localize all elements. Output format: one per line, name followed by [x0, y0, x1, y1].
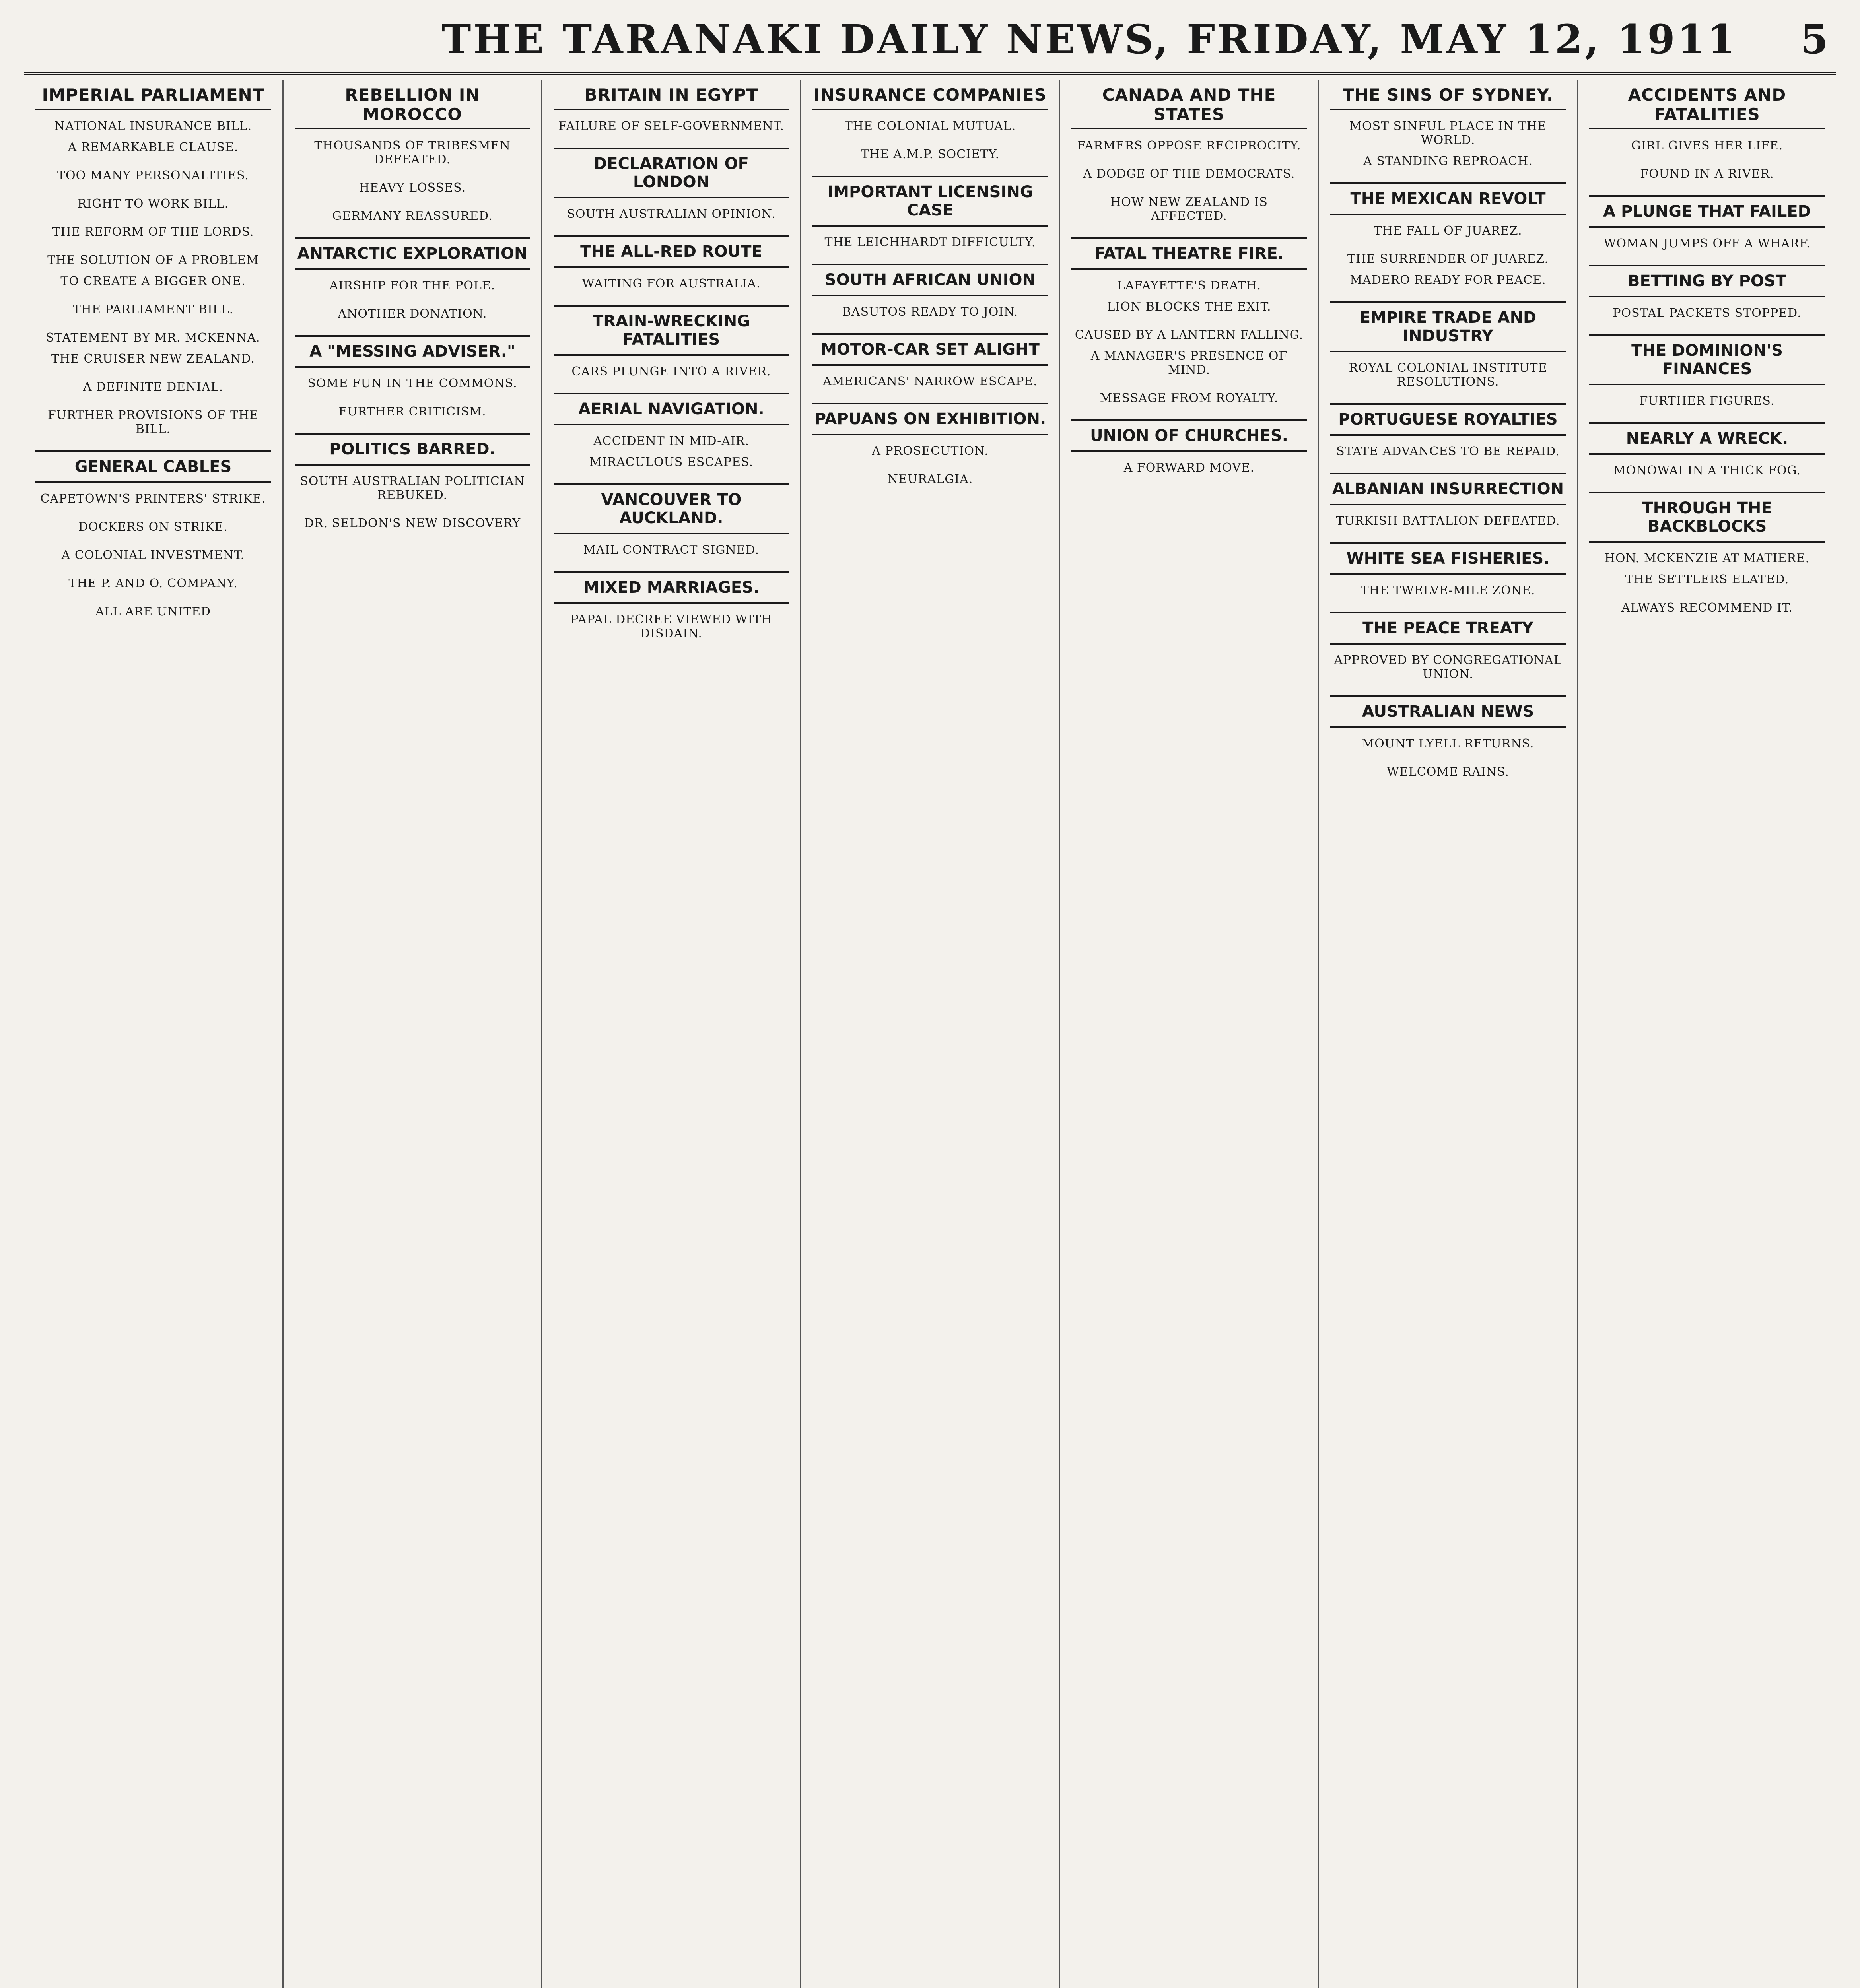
article: [1071, 167, 1307, 181]
article-subheading: WELCOME RAINS.: [1387, 765, 1509, 779]
news-column: [282, 80, 541, 1988]
article-subheading: THE PARLIAMENT BILL.: [72, 303, 234, 316]
article-subheading: LAFAYETTE'S DEATH.: [1117, 279, 1261, 293]
article: [295, 405, 530, 419]
article-subheading: THE SETTLERS ELATED.: [1625, 573, 1789, 586]
article-heading: EMPIRE TRADE AND INDUSTRY: [1330, 301, 1566, 352]
article: [1589, 139, 1825, 153]
news-column: [1059, 80, 1318, 1988]
article: [554, 393, 789, 469]
article: [35, 450, 271, 506]
article-heading: THE ALL-RED ROUTE: [554, 235, 789, 268]
article: [35, 408, 271, 436]
article: [1071, 328, 1307, 377]
article-subheading: WAITING FOR AUSTRALIA.: [582, 277, 761, 291]
article-subheading: FAILURE OF SELF-GOVERNMENT.: [558, 119, 784, 133]
article-subheading: GERMANY REASSURED.: [332, 209, 493, 223]
article: [295, 209, 530, 223]
article-subheading: BASUTOS READY TO JOIN.: [842, 305, 1018, 319]
article: [1589, 492, 1825, 586]
article-subheading: ALL ARE UNITED: [95, 605, 211, 619]
article-subheading: POSTAL PACKETS STOPPED.: [1613, 306, 1802, 320]
article-subheading: FOUND IN A RIVER.: [1640, 167, 1774, 181]
page-number: 5: [1800, 16, 1828, 63]
article-subheading: DR. SELDON'S NEW DISCOVERY: [304, 516, 521, 530]
article-heading: BETTING BY POST: [1589, 265, 1825, 297]
article-subheading: THE A.M.P. SOCIETY.: [861, 148, 1000, 161]
article-subheading: MAIL CONTRACT SIGNED.: [583, 543, 760, 557]
news-column: [24, 80, 282, 1988]
article-subheading: TURKISH BATTALION DEFEATED.: [1336, 514, 1560, 528]
article-heading: ANTARCTIC EXPLORATION: [295, 237, 530, 270]
article-subheading: ROYAL COLONIAL INSTITUTE RESOLUTIONS.: [1349, 361, 1547, 389]
article-heading: UNION OF CHURCHES.: [1071, 419, 1307, 452]
article-subheading: THE COLONIAL MUTUAL.: [844, 119, 1016, 133]
article-heading: A PLUNGE THAT FAILED: [1589, 195, 1825, 228]
article: [35, 380, 271, 394]
article: [1330, 182, 1566, 238]
article: [35, 548, 271, 562]
column-heading: IMPERIAL PARLIAMENT: [35, 80, 271, 110]
article-subheading: A COLONIAL INVESTMENT.: [61, 548, 245, 562]
article-subheading: THE CRUISER NEW ZEALAND.: [51, 352, 255, 366]
article-subheading: NEURALGIA.: [887, 472, 973, 486]
article-subheading: HON. MCKENZIE AT MATIERE.: [1604, 551, 1810, 565]
article: [1589, 195, 1825, 250]
article-subheading: APPROVED BY CONGREGATIONAL UNION.: [1334, 653, 1562, 681]
article-heading: MIXED MARRIAGES.: [554, 571, 789, 604]
article: [35, 119, 271, 154]
article-subheading: MESSAGE FROM ROYALTY.: [1100, 391, 1279, 405]
article-subheading: MADERO READY FOR PEACE.: [1350, 273, 1546, 287]
article: [35, 605, 271, 619]
article-subheading: SOUTH AUSTRALIAN OPINION.: [567, 207, 776, 221]
article-subheading: MOUNT LYELL RETURNS.: [1362, 737, 1534, 751]
article-heading: WHITE SEA FISHERIES.: [1330, 542, 1566, 575]
article-subheading: CARS PLUNGE INTO A RIVER.: [571, 365, 771, 379]
article-subheading: CAPETOWN'S PRINTERS' STRIKE.: [40, 492, 266, 506]
article: [1330, 695, 1566, 751]
column-heading: INSURANCE COMPANIES: [812, 80, 1048, 110]
article: [554, 483, 789, 557]
article-subheading: FURTHER FIGURES.: [1639, 394, 1775, 408]
news-column: [800, 80, 1059, 1988]
article-heading: THROUGH THE BACKBLOCKS: [1589, 492, 1825, 543]
article-subheading: RIGHT TO WORK BILL.: [77, 197, 229, 211]
article: [1589, 601, 1825, 615]
article-heading: THE PEACE TREATY: [1330, 612, 1566, 645]
article: [1071, 195, 1307, 223]
article: [812, 119, 1048, 133]
article: [1589, 334, 1825, 408]
article: [554, 571, 789, 641]
article: [1330, 403, 1566, 458]
article-subheading: SOUTH AUSTRALIAN POLITICIAN REBUKED.: [300, 474, 525, 502]
article-heading: MOTOR-CAR SET ALIGHT: [812, 333, 1048, 366]
article-heading: A "MESSING ADVISER.": [295, 335, 530, 368]
article-subheading: MIRACULOUS ESCAPES.: [589, 455, 754, 469]
column-heading: THE SINS OF SYDNEY.: [1330, 80, 1566, 110]
article-heading: NEARLY A WRECK.: [1589, 422, 1825, 455]
article-subheading: THE TWELVE-MILE ZONE.: [1361, 584, 1535, 598]
article: [554, 148, 789, 221]
article: [295, 516, 530, 530]
news-column: [541, 80, 800, 1988]
article: [35, 577, 271, 590]
article: [554, 119, 789, 133]
article: [295, 433, 530, 502]
article-subheading: A PROSECUTION.: [872, 444, 989, 458]
article: [812, 176, 1048, 249]
article: [295, 335, 530, 390]
article-heading: THE MEXICAN REVOLT: [1330, 182, 1566, 215]
article: [812, 333, 1048, 388]
article-subheading: THE REFORM OF THE LORDS.: [52, 225, 254, 239]
article: [35, 520, 271, 534]
article-heading: ALBANIAN INSURRECTION: [1330, 473, 1566, 505]
article: [35, 331, 271, 366]
article-subheading: TOO MANY PERSONALITIES.: [57, 169, 249, 182]
article-subheading: STATE ADVANCES TO BE REPAID.: [1336, 445, 1560, 458]
article-heading: IMPORTANT LICENSING CASE: [812, 176, 1048, 227]
column-heading: BRITAIN IN EGYPT: [554, 80, 789, 110]
article-heading: PAPUANS ON EXHIBITION.: [812, 403, 1048, 435]
article-subheading: MONOWAI IN A THICK FOG.: [1613, 464, 1801, 478]
article-subheading: A FORWARD MOVE.: [1123, 461, 1255, 475]
article-subheading: STATEMENT BY MR. MCKENNA.: [46, 331, 260, 345]
column-heading: CANADA AND THE STATES: [1071, 80, 1307, 129]
article: [1330, 612, 1566, 681]
article: [812, 472, 1048, 486]
article: [1330, 473, 1566, 528]
article: [1589, 265, 1825, 320]
article-subheading: ANOTHER DONATION.: [338, 307, 487, 321]
news-column: [1318, 80, 1577, 1988]
article-subheading: THE SOLUTION OF A PROBLEM: [47, 253, 259, 267]
article: [1071, 237, 1307, 314]
article-subheading: MOST SINFUL PLACE IN THE WORLD.: [1349, 119, 1547, 147]
article-subheading: FURTHER CRITICISM.: [338, 405, 486, 419]
article-subheading: CAUSED BY A LANTERN FALLING.: [1075, 328, 1304, 342]
article-subheading: A DEFINITE DENIAL.: [83, 380, 224, 394]
article-subheading: AIRSHIP FOR THE POLE.: [329, 279, 496, 293]
article: [812, 403, 1048, 458]
article: [295, 307, 530, 321]
article: [35, 225, 271, 239]
column-heading: REBELLION IN MOROCCO: [295, 80, 530, 129]
article: [1330, 301, 1566, 389]
article-subheading: A DODGE OF THE DEMOCRATS.: [1083, 167, 1295, 181]
article-heading: THE DOMINION'S FINANCES: [1589, 334, 1825, 385]
columns-container: [24, 80, 1836, 1988]
article-subheading: A MANAGER'S PRESENCE OF MIND.: [1090, 349, 1288, 377]
article-heading: AUSTRALIAN NEWS: [1330, 695, 1566, 728]
article: [554, 305, 789, 379]
article: [1330, 252, 1566, 287]
article: [1071, 419, 1307, 475]
article-subheading: HEAVY LOSSES.: [359, 181, 466, 195]
masthead: [24, 12, 1836, 75]
article: [295, 139, 530, 167]
article: [35, 303, 271, 316]
article: [1330, 119, 1566, 168]
article-heading: TRAIN-WRECKING FATALITIES: [554, 305, 789, 356]
article-subheading: A REMARKABLE CLAUSE.: [68, 140, 239, 154]
article-subheading: ACCIDENT IN MID-AIR.: [593, 434, 749, 448]
article-heading: FATAL THEATRE FIRE.: [1071, 237, 1307, 270]
article-subheading: AMERICANS' NARROW ESCAPE.: [823, 375, 1038, 388]
article-subheading: FARMERS OPPOSE RECIPROCITY.: [1077, 139, 1301, 153]
article: [35, 169, 271, 182]
article: [1330, 542, 1566, 598]
article-subheading: HOW NEW ZEALAND IS AFFECTED.: [1110, 195, 1268, 223]
article: [812, 264, 1048, 319]
article-subheading: GIRL GIVES HER LIFE.: [1631, 139, 1783, 153]
article-heading: VANCOUVER TO AUCKLAND.: [554, 483, 789, 534]
article-subheading: THE P. AND O. COMPANY.: [68, 577, 238, 590]
article: [1071, 391, 1307, 405]
article-heading: DECLARATION OF LONDON: [554, 148, 789, 198]
article: [812, 148, 1048, 161]
article-subheading: PAPAL DECREE VIEWED WITH DISDAIN.: [570, 613, 772, 641]
article-heading: POLITICS BARRED.: [295, 433, 530, 466]
article-subheading: SOME FUN IN THE COMMONS.: [307, 377, 517, 390]
article-subheading: THE FALL OF JUAREZ.: [1374, 224, 1522, 238]
article-subheading: LION BLOCKS THE EXIT.: [1107, 300, 1271, 314]
article-heading: AERIAL NAVIGATION.: [554, 393, 789, 425]
article-subheading: THOUSANDS OF TRIBESMEN DEFEATED.: [314, 139, 511, 167]
article: [554, 235, 789, 291]
article: [1071, 139, 1307, 153]
article: [295, 181, 530, 195]
article-heading: PORTUGUESE ROYALTIES: [1330, 403, 1566, 436]
article-subheading: THE LEICHHARDT DIFFICULTY.: [824, 235, 1036, 249]
article: [1330, 765, 1566, 779]
article-subheading: THE SURRENDER OF JUAREZ.: [1347, 252, 1549, 266]
article-subheading: TO CREATE A BIGGER ONE.: [60, 274, 246, 288]
article: [35, 197, 271, 211]
article-subheading: NATIONAL INSURANCE BILL.: [54, 119, 252, 133]
article-subheading: FURTHER PROVISIONS OF THE BILL.: [47, 408, 259, 436]
article-subheading: ALWAYS RECOMMEND IT.: [1621, 601, 1793, 615]
article: [1589, 167, 1825, 181]
article-heading: SOUTH AFRICAN UNION: [812, 264, 1048, 296]
article: [1589, 422, 1825, 478]
news-column: [1577, 80, 1836, 1988]
newspaper-page: [24, 12, 1836, 1988]
article: [35, 253, 271, 288]
article-heading: GENERAL CABLES: [35, 450, 271, 483]
column-heading: ACCIDENTS AND FATALITIES: [1589, 80, 1825, 129]
article-subheading: A STANDING REPROACH.: [1363, 154, 1533, 168]
article: [295, 237, 530, 293]
article-subheading: WOMAN JUMPS OFF A WHARF.: [1603, 237, 1811, 250]
newspaper-title: THE TARANAKI DAILY NEWS, FRIDAY, MAY 12, 1911: [441, 16, 1738, 63]
article-subheading: DOCKERS ON STRIKE.: [78, 520, 228, 534]
